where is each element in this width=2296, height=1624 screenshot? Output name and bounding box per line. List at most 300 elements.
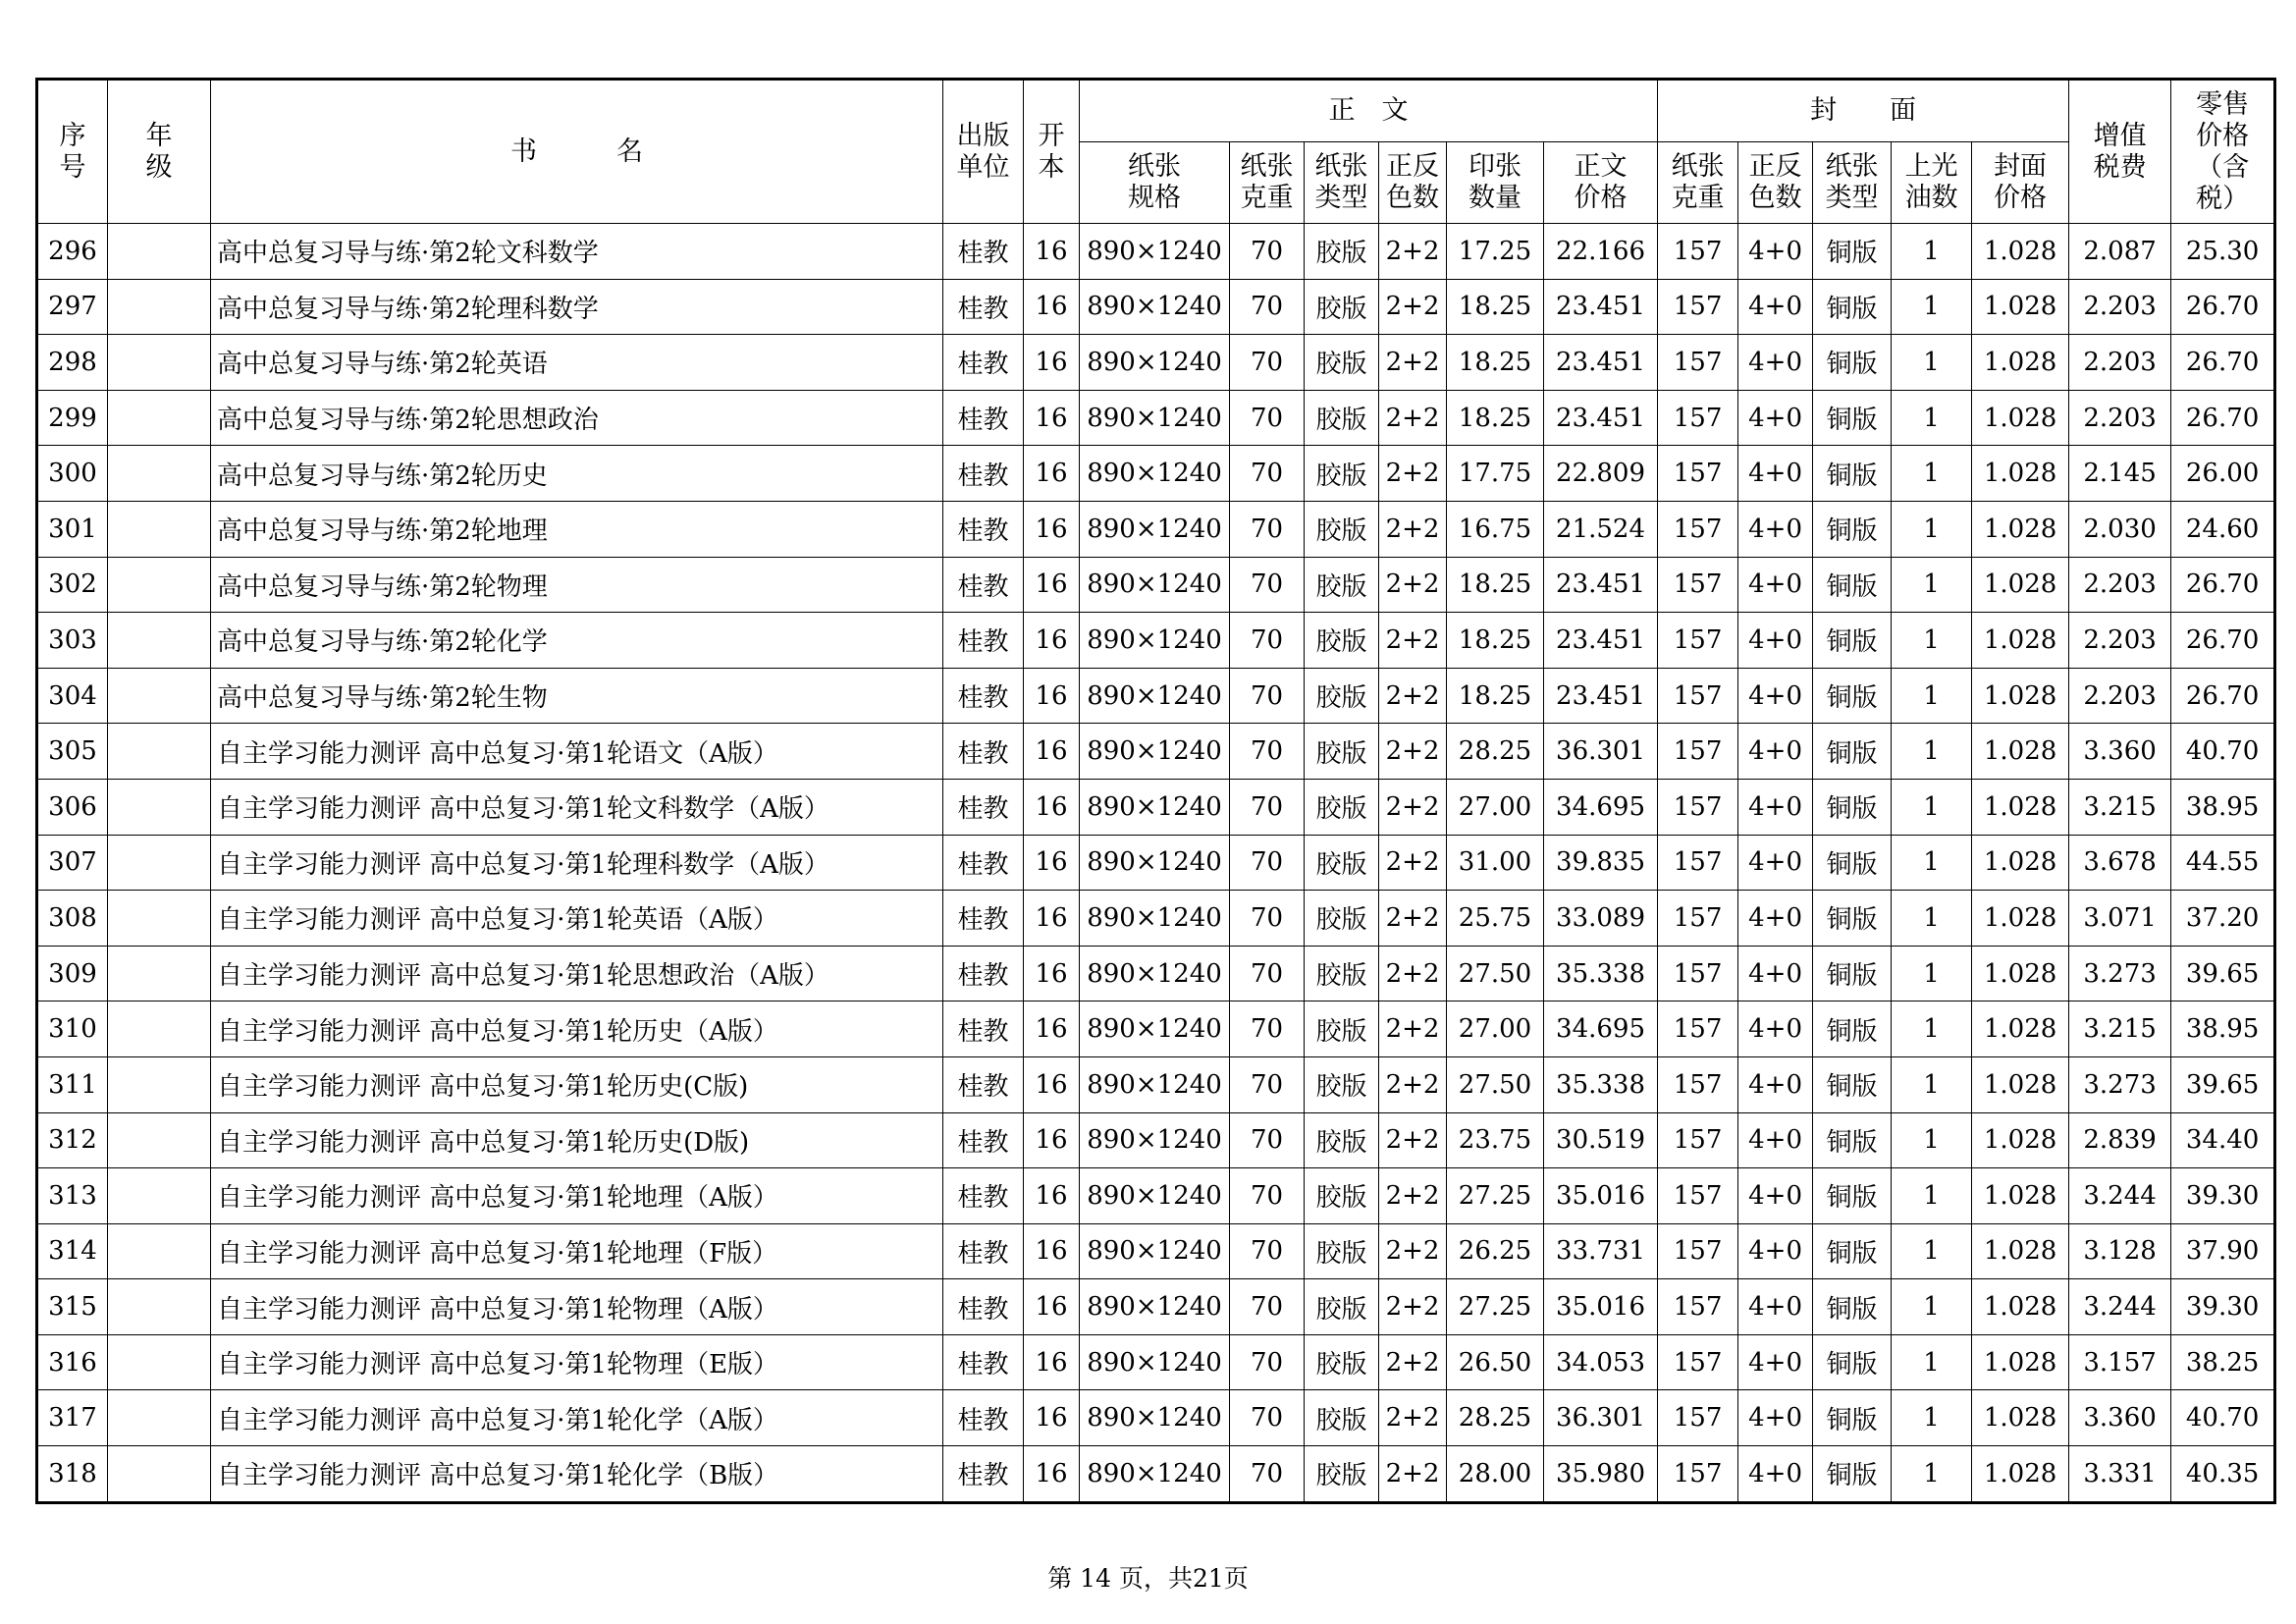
book-title-cell: 自主学习能力测评 高中总复习·第1轮地理（F版）	[211, 1223, 943, 1279]
body-price-cell: 23.451	[1544, 390, 1658, 446]
vat-cell: 2.839	[2069, 1112, 2171, 1168]
vat-cell: 3.273	[2069, 1056, 2171, 1112]
varnish-cell: 1	[1892, 279, 1972, 335]
paper-size-cell: 890×1240	[1080, 279, 1230, 335]
cover-colors-cell: 4+0	[1738, 1001, 1813, 1057]
varnish-cell: 1	[1892, 1056, 1972, 1112]
paper-weight-cell: 70	[1230, 835, 1305, 891]
grade-cell	[108, 835, 211, 891]
body-price-cell: 34.695	[1544, 779, 1658, 835]
body-price-cell: 30.519	[1544, 1112, 1658, 1168]
publisher-cell: 桂教	[943, 835, 1024, 891]
cover-type-cell: 铜版	[1813, 946, 1892, 1001]
sheets-cell: 27.25	[1447, 1279, 1544, 1335]
seq-cell: 308	[37, 891, 108, 947]
book-title-cell: 高中总复习导与练·第2轮思想政治	[211, 390, 943, 446]
cover-price-cell: 1.028	[1972, 501, 2069, 557]
cover-price-cell: 1.028	[1972, 779, 2069, 835]
grade-cell	[108, 1334, 211, 1390]
format-cell: 16	[1024, 1446, 1080, 1503]
cover-price-cell: 1.028	[1972, 613, 2069, 669]
vat-cell: 3.360	[2069, 1390, 2171, 1446]
publisher-cell: 桂教	[943, 1390, 1024, 1446]
body-price-cell: 23.451	[1544, 557, 1658, 613]
paper-size-cell: 890×1240	[1080, 613, 1230, 669]
seq-cell: 298	[37, 335, 108, 391]
publisher-cell: 桂教	[943, 946, 1024, 1001]
paper-size-cell: 890×1240	[1080, 1168, 1230, 1224]
publisher-cell: 桂教	[943, 1223, 1024, 1279]
grade-cell	[108, 390, 211, 446]
body-price-cell: 22.166	[1544, 224, 1658, 280]
cover-colors-cell: 4+0	[1738, 501, 1813, 557]
grade-cell	[108, 279, 211, 335]
format-cell: 16	[1024, 1390, 1080, 1446]
table-row	[37, 1390, 2275, 1446]
retail-price-cell: 39.30	[2171, 1279, 2275, 1335]
format-cell: 16	[1024, 946, 1080, 1001]
cover-colors-cell: 4+0	[1738, 1279, 1813, 1335]
paper-weight-cell: 70	[1230, 1056, 1305, 1112]
seq-cell: 307	[37, 835, 108, 891]
vat-cell: 2.145	[2069, 446, 2171, 502]
header-body-colors: 正反色数	[1379, 142, 1447, 224]
paper-weight-cell: 70	[1230, 1446, 1305, 1503]
cover-weight-cell: 157	[1658, 779, 1738, 835]
publisher-cell: 桂教	[943, 1279, 1024, 1335]
cover-colors-cell: 4+0	[1738, 1390, 1813, 1446]
header-body-sheets: 印张数量	[1447, 142, 1544, 224]
header-body-price: 正文价格	[1544, 142, 1658, 224]
cover-weight-cell: 157	[1658, 446, 1738, 502]
table-row	[37, 557, 2275, 613]
format-cell: 16	[1024, 335, 1080, 391]
sheets-cell: 23.75	[1447, 1112, 1544, 1168]
paper-weight-cell: 70	[1230, 557, 1305, 613]
book-title-cell: 自主学习能力测评 高中总复习·第1轮地理（A版）	[211, 1168, 943, 1224]
cover-price-cell: 1.028	[1972, 1223, 2069, 1279]
header-grade: 年级	[108, 80, 211, 224]
cover-weight-cell: 157	[1658, 557, 1738, 613]
grade-cell	[108, 779, 211, 835]
format-cell: 16	[1024, 557, 1080, 613]
paper-weight-cell: 70	[1230, 668, 1305, 724]
colors-cell: 2+2	[1379, 613, 1447, 669]
paper-type-cell: 胶版	[1305, 1168, 1379, 1224]
cover-colors-cell: 4+0	[1738, 224, 1813, 280]
vat-cell: 3.244	[2069, 1168, 2171, 1224]
header-cover-paper-weight: 纸张克重	[1658, 142, 1738, 224]
cover-price-cell: 1.028	[1972, 668, 2069, 724]
format-cell: 16	[1024, 613, 1080, 669]
table-row	[37, 1279, 2275, 1335]
varnish-cell: 1	[1892, 1334, 1972, 1390]
paper-type-cell: 胶版	[1305, 835, 1379, 891]
seq-cell: 315	[37, 1279, 108, 1335]
format-cell: 16	[1024, 1001, 1080, 1057]
header-body-paper-weight: 纸张克重	[1230, 142, 1305, 224]
cover-type-cell: 铜版	[1813, 1446, 1892, 1503]
cover-type-cell: 铜版	[1813, 446, 1892, 502]
cover-type-cell: 铜版	[1813, 668, 1892, 724]
paper-type-cell: 胶版	[1305, 224, 1379, 280]
sheets-cell: 17.25	[1447, 224, 1544, 280]
cover-price-cell: 1.028	[1972, 835, 2069, 891]
retail-price-cell: 38.25	[2171, 1334, 2275, 1390]
retail-price-cell: 37.20	[2171, 891, 2275, 947]
varnish-cell: 1	[1892, 891, 1972, 947]
sheets-cell: 18.25	[1447, 557, 1544, 613]
book-title-cell: 高中总复习导与练·第2轮生物	[211, 668, 943, 724]
grade-cell	[108, 1056, 211, 1112]
sheets-cell: 28.00	[1447, 1446, 1544, 1503]
cover-type-cell: 铜版	[1813, 1334, 1892, 1390]
grade-cell	[108, 1446, 211, 1503]
body-price-cell: 22.809	[1544, 446, 1658, 502]
cover-colors-cell: 4+0	[1738, 1056, 1813, 1112]
grade-cell	[108, 501, 211, 557]
table-row	[37, 446, 2275, 502]
cover-colors-cell: 4+0	[1738, 835, 1813, 891]
book-title-cell: 高中总复习导与练·第2轮化学	[211, 613, 943, 669]
cover-type-cell: 铜版	[1813, 501, 1892, 557]
body-price-cell: 21.524	[1544, 501, 1658, 557]
retail-price-cell: 26.70	[2171, 279, 2275, 335]
book-title-cell: 自主学习能力测评 高中总复习·第1轮历史(D版)	[211, 1112, 943, 1168]
seq-cell: 301	[37, 501, 108, 557]
body-price-cell: 23.451	[1544, 335, 1658, 391]
book-title-cell: 自主学习能力测评 高中总复习·第1轮化学（B版）	[211, 1446, 943, 1503]
publisher-cell: 桂教	[943, 724, 1024, 780]
grade-cell	[108, 946, 211, 1001]
table-row	[37, 1056, 2275, 1112]
vat-cell: 3.128	[2069, 1223, 2171, 1279]
seq-cell: 316	[37, 1334, 108, 1390]
varnish-cell: 1	[1892, 1446, 1972, 1503]
body-price-cell: 35.016	[1544, 1279, 1658, 1335]
paper-weight-cell: 70	[1230, 613, 1305, 669]
seq-cell: 313	[37, 1168, 108, 1224]
cover-weight-cell: 157	[1658, 668, 1738, 724]
vat-cell: 2.203	[2069, 279, 2171, 335]
cover-colors-cell: 4+0	[1738, 891, 1813, 947]
cover-type-cell: 铜版	[1813, 1056, 1892, 1112]
cover-price-cell: 1.028	[1972, 1390, 2069, 1446]
cover-colors-cell: 4+0	[1738, 390, 1813, 446]
body-price-cell: 36.301	[1544, 724, 1658, 780]
retail-price-cell: 40.70	[2171, 724, 2275, 780]
book-title-cell: 自主学习能力测评 高中总复习·第1轮化学（A版）	[211, 1390, 943, 1446]
cover-weight-cell: 157	[1658, 1446, 1738, 1503]
header-body-paper-size: 纸张规格	[1080, 142, 1230, 224]
cover-colors-cell: 4+0	[1738, 335, 1813, 391]
paper-weight-cell: 70	[1230, 1001, 1305, 1057]
sheets-cell: 25.75	[1447, 891, 1544, 947]
book-title-cell: 自主学习能力测评 高中总复习·第1轮思想政治（A版）	[211, 946, 943, 1001]
cover-price-cell: 1.028	[1972, 1446, 2069, 1503]
grade-cell	[108, 1112, 211, 1168]
paper-type-cell: 胶版	[1305, 1446, 1379, 1503]
paper-type-cell: 胶版	[1305, 1056, 1379, 1112]
varnish-cell: 1	[1892, 835, 1972, 891]
cover-weight-cell: 157	[1658, 613, 1738, 669]
grade-cell	[108, 557, 211, 613]
paper-size-cell: 890×1240	[1080, 446, 1230, 502]
format-cell: 16	[1024, 224, 1080, 280]
book-title-cell: 自主学习能力测评 高中总复习·第1轮物理（E版）	[211, 1334, 943, 1390]
colors-cell: 2+2	[1379, 668, 1447, 724]
table-row	[37, 1168, 2275, 1224]
page-footer: 第 14 页，共21页	[1047, 1564, 1249, 1593]
header-cover-paper-type: 纸张类型	[1813, 142, 1892, 224]
table-row	[37, 501, 2275, 557]
colors-cell: 2+2	[1379, 557, 1447, 613]
cover-colors-cell: 4+0	[1738, 1168, 1813, 1224]
format-cell: 16	[1024, 1223, 1080, 1279]
header-vat: 增值税费	[2069, 80, 2171, 224]
vat-cell: 3.273	[2069, 946, 2171, 1001]
cover-price-cell: 1.028	[1972, 390, 2069, 446]
table-row	[37, 613, 2275, 669]
seq-cell: 312	[37, 1112, 108, 1168]
paper-type-cell: 胶版	[1305, 1223, 1379, 1279]
paper-type-cell: 胶版	[1305, 335, 1379, 391]
sheets-cell: 18.25	[1447, 279, 1544, 335]
cover-colors-cell: 4+0	[1738, 446, 1813, 502]
colors-cell: 2+2	[1379, 724, 1447, 780]
table-row	[37, 1112, 2275, 1168]
cover-type-cell: 铜版	[1813, 891, 1892, 947]
cover-weight-cell: 157	[1658, 1334, 1738, 1390]
paper-size-cell: 890×1240	[1080, 724, 1230, 780]
book-title-cell: 自主学习能力测评 高中总复习·第1轮历史(C版)	[211, 1056, 943, 1112]
paper-size-cell: 890×1240	[1080, 835, 1230, 891]
cover-weight-cell: 157	[1658, 835, 1738, 891]
cover-weight-cell: 157	[1658, 335, 1738, 391]
header-cover-group: 封 面	[1658, 80, 2069, 142]
publisher-cell: 桂教	[943, 891, 1024, 947]
colors-cell: 2+2	[1379, 1056, 1447, 1112]
cover-type-cell: 铜版	[1813, 724, 1892, 780]
retail-price-cell: 39.65	[2171, 1056, 2275, 1112]
vat-cell: 3.331	[2069, 1446, 2171, 1503]
colors-cell: 2+2	[1379, 446, 1447, 502]
publisher-cell: 桂教	[943, 501, 1024, 557]
colors-cell: 2+2	[1379, 501, 1447, 557]
varnish-cell: 1	[1892, 557, 1972, 613]
body-price-cell: 34.053	[1544, 1334, 1658, 1390]
varnish-cell: 1	[1892, 335, 1972, 391]
seq-cell: 309	[37, 946, 108, 1001]
vat-cell: 3.071	[2069, 891, 2171, 947]
paper-type-cell: 胶版	[1305, 891, 1379, 947]
cover-colors-cell: 4+0	[1738, 557, 1813, 613]
paper-weight-cell: 70	[1230, 390, 1305, 446]
table-row	[37, 891, 2275, 947]
header-body-paper-type: 纸张类型	[1305, 142, 1379, 224]
paper-type-cell: 胶版	[1305, 1390, 1379, 1446]
cover-type-cell: 铜版	[1813, 613, 1892, 669]
book-title-cell: 高中总复习导与练·第2轮地理	[211, 501, 943, 557]
paper-type-cell: 胶版	[1305, 946, 1379, 1001]
vat-cell: 2.203	[2069, 557, 2171, 613]
colors-cell: 2+2	[1379, 1446, 1447, 1503]
retail-price-cell: 40.35	[2171, 1446, 2275, 1503]
retail-price-cell: 26.70	[2171, 668, 2275, 724]
body-price-cell: 23.451	[1544, 668, 1658, 724]
paper-weight-cell: 70	[1230, 891, 1305, 947]
table-row	[37, 1446, 2275, 1503]
sheets-cell: 16.75	[1447, 501, 1544, 557]
paper-type-cell: 胶版	[1305, 446, 1379, 502]
publisher-cell: 桂教	[943, 668, 1024, 724]
vat-cell: 2.203	[2069, 613, 2171, 669]
grade-cell	[108, 446, 211, 502]
vat-cell: 3.215	[2069, 1001, 2171, 1057]
paper-weight-cell: 70	[1230, 1112, 1305, 1168]
seq-cell: 304	[37, 668, 108, 724]
cover-price-cell: 1.028	[1972, 891, 2069, 947]
cover-price-cell: 1.028	[1972, 557, 2069, 613]
paper-type-cell: 胶版	[1305, 501, 1379, 557]
retail-price-cell: 39.65	[2171, 946, 2275, 1001]
cover-type-cell: 铜版	[1813, 1223, 1892, 1279]
cover-type-cell: 铜版	[1813, 1112, 1892, 1168]
colors-cell: 2+2	[1379, 390, 1447, 446]
header-cover-colors: 正反色数	[1738, 142, 1813, 224]
retail-price-cell: 26.70	[2171, 335, 2275, 391]
sheets-cell: 28.25	[1447, 724, 1544, 780]
varnish-cell: 1	[1892, 1168, 1972, 1224]
cover-weight-cell: 157	[1658, 1168, 1738, 1224]
cover-type-cell: 铜版	[1813, 224, 1892, 280]
paper-size-cell: 890×1240	[1080, 946, 1230, 1001]
cover-price-cell: 1.028	[1972, 1112, 2069, 1168]
colors-cell: 2+2	[1379, 1001, 1447, 1057]
paper-weight-cell: 70	[1230, 1168, 1305, 1224]
cover-colors-cell: 4+0	[1738, 779, 1813, 835]
book-title-cell: 高中总复习导与练·第2轮历史	[211, 446, 943, 502]
format-cell: 16	[1024, 835, 1080, 891]
paper-weight-cell: 70	[1230, 335, 1305, 391]
table-row	[37, 1334, 2275, 1390]
cover-weight-cell: 157	[1658, 1223, 1738, 1279]
paper-type-cell: 胶版	[1305, 779, 1379, 835]
cover-weight-cell: 157	[1658, 279, 1738, 335]
varnish-cell: 1	[1892, 724, 1972, 780]
cover-type-cell: 铜版	[1813, 1279, 1892, 1335]
format-cell: 16	[1024, 891, 1080, 947]
header-seq: 序号	[37, 80, 108, 224]
sheets-cell: 18.25	[1447, 335, 1544, 391]
publisher-cell: 桂教	[943, 557, 1024, 613]
cover-type-cell: 铜版	[1813, 1390, 1892, 1446]
varnish-cell: 1	[1892, 501, 1972, 557]
cover-price-cell: 1.028	[1972, 1168, 2069, 1224]
format-cell: 16	[1024, 668, 1080, 724]
paper-weight-cell: 70	[1230, 279, 1305, 335]
format-cell: 16	[1024, 779, 1080, 835]
retail-price-cell: 26.70	[2171, 557, 2275, 613]
cover-weight-cell: 157	[1658, 1001, 1738, 1057]
colors-cell: 2+2	[1379, 224, 1447, 280]
vat-cell: 2.087	[2069, 224, 2171, 280]
paper-type-cell: 胶版	[1305, 279, 1379, 335]
grade-cell	[108, 1168, 211, 1224]
cover-price-cell: 1.028	[1972, 224, 2069, 280]
retail-price-cell: 26.00	[2171, 446, 2275, 502]
format-cell: 16	[1024, 1168, 1080, 1224]
header-body-group: 正 文	[1080, 80, 1658, 142]
header-cover-varnish: 上光油数	[1892, 142, 1972, 224]
paper-weight-cell: 70	[1230, 724, 1305, 780]
grade-cell	[108, 891, 211, 947]
body-price-cell: 34.695	[1544, 1001, 1658, 1057]
seq-cell: 303	[37, 613, 108, 669]
body-price-cell: 33.089	[1544, 891, 1658, 947]
cover-colors-cell: 4+0	[1738, 1223, 1813, 1279]
paper-weight-cell: 70	[1230, 224, 1305, 280]
table-row	[37, 279, 2275, 335]
cover-colors-cell: 4+0	[1738, 1112, 1813, 1168]
retail-price-cell: 39.30	[2171, 1168, 2275, 1224]
cover-price-cell: 1.028	[1972, 1279, 2069, 1335]
seq-cell: 314	[37, 1223, 108, 1279]
paper-size-cell: 890×1240	[1080, 557, 1230, 613]
cover-weight-cell: 157	[1658, 390, 1738, 446]
seq-cell: 300	[37, 446, 108, 502]
varnish-cell: 1	[1892, 446, 1972, 502]
format-cell: 16	[1024, 390, 1080, 446]
publisher-cell: 桂教	[943, 1168, 1024, 1224]
paper-size-cell: 890×1240	[1080, 1112, 1230, 1168]
grade-cell	[108, 1001, 211, 1057]
seq-cell: 306	[37, 779, 108, 835]
retail-price-cell: 26.70	[2171, 613, 2275, 669]
paper-size-cell: 890×1240	[1080, 1390, 1230, 1446]
cover-price-cell: 1.028	[1972, 1001, 2069, 1057]
sheets-cell: 28.25	[1447, 1390, 1544, 1446]
retail-price-cell: 40.70	[2171, 1390, 2275, 1446]
varnish-cell: 1	[1892, 668, 1972, 724]
paper-size-cell: 890×1240	[1080, 1001, 1230, 1057]
paper-type-cell: 胶版	[1305, 668, 1379, 724]
cover-type-cell: 铜版	[1813, 390, 1892, 446]
paper-weight-cell: 70	[1230, 501, 1305, 557]
body-price-cell: 23.451	[1544, 613, 1658, 669]
publisher-cell: 桂教	[943, 1446, 1024, 1503]
varnish-cell: 1	[1892, 1279, 1972, 1335]
paper-size-cell: 890×1240	[1080, 668, 1230, 724]
seq-cell: 305	[37, 724, 108, 780]
vat-cell: 3.678	[2069, 835, 2171, 891]
retail-price-cell: 44.55	[2171, 835, 2275, 891]
paper-size-cell: 890×1240	[1080, 501, 1230, 557]
cover-type-cell: 铜版	[1813, 279, 1892, 335]
header-title: 书 名	[211, 80, 943, 224]
colors-cell: 2+2	[1379, 1112, 1447, 1168]
cover-colors-cell: 4+0	[1738, 279, 1813, 335]
paper-size-cell: 890×1240	[1080, 779, 1230, 835]
colors-cell: 2+2	[1379, 891, 1447, 947]
publisher-cell: 桂教	[943, 390, 1024, 446]
cover-price-cell: 1.028	[1972, 724, 2069, 780]
paper-size-cell: 890×1240	[1080, 1334, 1230, 1390]
vat-cell: 2.203	[2069, 390, 2171, 446]
body-price-cell: 39.835	[1544, 835, 1658, 891]
table-row	[37, 390, 2275, 446]
book-title-cell: 自主学习能力测评 高中总复习·第1轮理科数学（A版）	[211, 835, 943, 891]
